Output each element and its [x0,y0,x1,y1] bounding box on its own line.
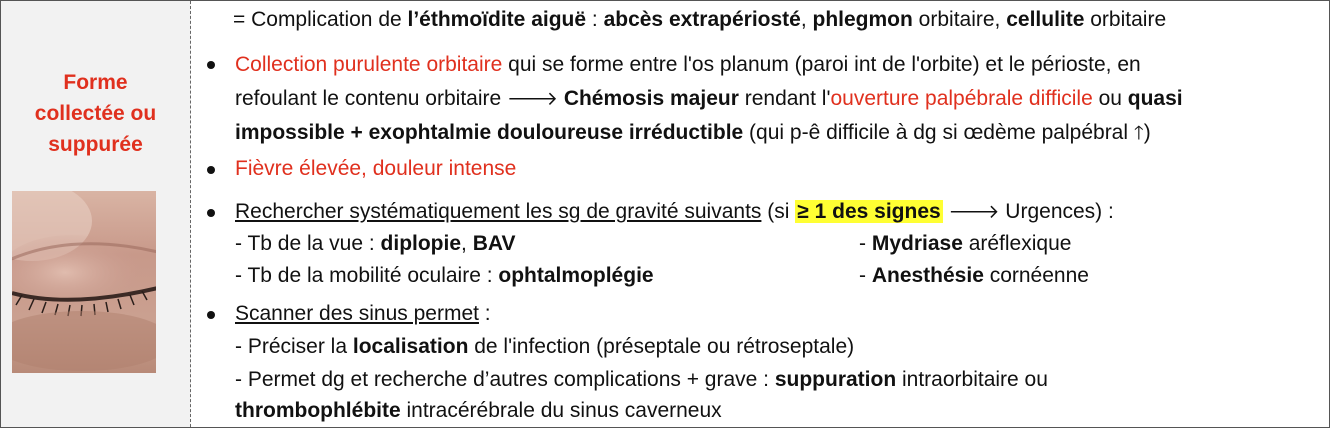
bullet4-text: de l'infection (préseptale ou rétroseptale) [468,335,855,358]
bullet3-row1-left [235,229,515,259]
areflexic-text: aréflexique [962,232,1072,255]
chemosis-text: Chémosis majeur [563,87,739,110]
collection-text: Collection purulente orbitaire [235,53,503,76]
corneal-text: cornéenne [983,264,1089,287]
intro-line [233,5,1166,35]
exophthalmia-text: impossible + exophtalmie douloureuse irréductible [235,121,744,144]
title-line-3: suppurée [48,133,143,156]
title-line-1: Forme [63,71,128,94]
bav-text: BAV [472,232,516,255]
intro-text: orbitaire [1084,8,1167,31]
dash: - [859,264,872,287]
suppuration-text: suppuration [774,368,897,391]
intro-ethmoiditis: l’éthmoïdite aiguë [407,8,587,31]
sep: , [461,232,473,255]
bullet-dot [207,311,215,319]
dash: - [859,232,872,255]
bullet2-line [235,154,516,184]
bullet1-text: ou [1092,87,1128,110]
right-arrow-icon: 🡒 [948,201,1000,223]
bullet1-line3 [235,118,1151,148]
bullet4-line3 [235,365,1048,395]
bullet3-text: Urgences) : [999,200,1114,223]
bullet1-line2 [235,84,1183,114]
quasi-text: quasi [1127,87,1183,110]
bullet3-line1 [235,197,1114,227]
left-header-cell [1,1,191,427]
bullet1-text: (qui p-ê difficile à dg si œdème palpébral [743,121,1134,144]
bullet-dot [207,61,215,69]
bullet4-text: - Préciser la [235,335,353,358]
mobility-text: - Tb de la mobilité oculaire : [235,264,499,287]
bullet4-text: : [478,302,491,325]
section-title [1,67,190,160]
bullet-dot [207,166,215,174]
bullet4-text: - Permet dg et recherche d’autres complications + grave : [235,368,775,391]
diplopia-text: diplopie [380,232,462,255]
vision-text: - Tb de la vue : [235,232,381,255]
intro-sep: : [586,8,604,31]
bullet3-text: (si [761,200,796,223]
intro-text: orbitaire, [912,8,1007,31]
intro-phlegmon: phlegmon [812,8,913,31]
thrombophlebitis-text: thrombophlébite [235,399,401,422]
bullet3-row2-left [235,261,654,291]
highlighted-signs: ≥ 1 des signes [797,200,941,223]
right-content-cell [191,1,1329,427]
intro-cellulitis: cellulite [1006,8,1085,31]
bullet-dot [207,209,215,217]
localisation-text: localisation [352,335,469,358]
title-line-2: collectée ou [34,102,157,125]
scanner-heading: Scanner des sinus permet [235,302,479,325]
palpebral-opening-text: ouverture palpébrale difficile [830,87,1093,110]
ophthalmoplegia-text: ophtalmoplégie [498,264,654,287]
mydriasis-text: Mydriase [871,232,963,255]
severity-signs-heading: Rechercher systématiquement les sg de gravité suivants [235,200,762,223]
bullet4-line4 [235,396,722,426]
right-arrow-icon: 🡒 [507,88,558,110]
bullet1-text: rendant l' [738,87,831,110]
bullet1-text: refoulant le contenu orbitaire [235,87,508,110]
bullet3-row2-right [859,261,1089,291]
intro-sep: , [800,8,813,31]
closed-eye-photo [12,191,156,373]
bullet4-line1 [235,299,491,329]
bullet1-line1 [235,50,1141,80]
bullet1-text: ) [1143,121,1151,144]
bullet4-text: intracérébrale du sinus caverneux [400,399,722,422]
bullet3-row1-right [859,229,1071,259]
anesthesia-text: Anesthésie [871,264,984,287]
up-arrow-icon: 🡑 [1133,122,1144,144]
intro-abscess: abcès extrapériosté [603,8,801,31]
bullet4-line2 [235,332,854,362]
bullet4-text: intraorbitaire ou [896,368,1048,391]
fever-text: Fièvre élevée, douleur intense [235,157,517,180]
intro-prefix: = Complication de [233,8,408,31]
bullet1-text: qui se forme entre l'os planum (paroi int de l'orbite) et le périoste, en [502,53,1141,76]
